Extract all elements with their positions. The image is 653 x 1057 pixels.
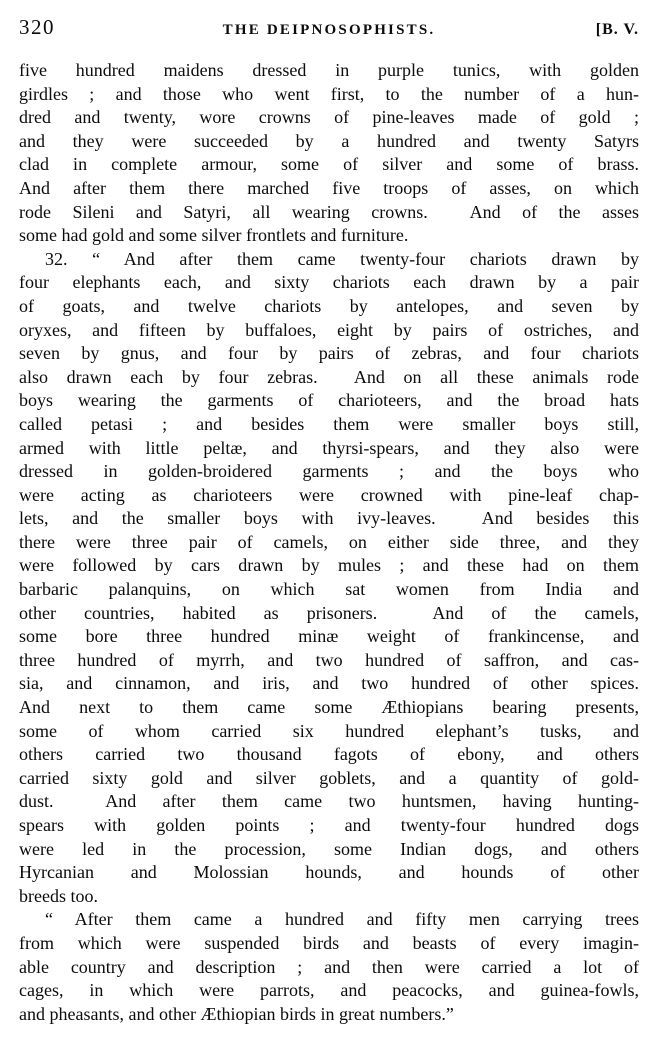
text-line: others carried two thousand fagots of ebony, and others [19,744,639,765]
text-line: of goats, and twelve chariots by antelopes, and seven by [19,295,639,316]
text-line: lets, and the smaller boys with ivy-leaves. And besides this [19,508,639,529]
text-line: girdles ; and those who went first, to the number of a hun- [19,83,639,104]
text-line: boys wearing the garments of charioteers, and the broad hats [19,390,639,411]
text-line: breeds too. [19,885,98,906]
text-line: four elephants each, and sixty chariots each drawn by a pair [19,272,639,293]
page-number: 320 [19,15,55,39]
text-line: some bore three hundred minæ weight of frankincense, and [19,626,639,647]
paragraph [19,908,639,1026]
text-line: five hundred maidens dressed in purple tunics, with golden [19,60,639,80]
text-line: carried sixty gold and silver goblets, and a quantity of gold- [19,767,639,788]
text-line: sia, and cinnamon, and iris, and two hundred of other spices. [19,673,639,694]
text-line: called petasi ; and besides them were smaller boys still, [19,413,639,434]
text-line: “ After them came a hundred and fifty men carrying trees [45,909,639,930]
text-line: there were three pair of camels, on either side three, and they [19,531,639,552]
text-line: 32. “ And after them came twenty-four chariots drawn by [45,248,639,269]
paragraph [19,59,639,248]
text-line: and pheasants, and other Æthiopian birds in great numbers.” [19,1003,454,1024]
text-line: other countries, habited as prisoners. And of the camels, [19,602,639,623]
text-line: And next to them came some Æthiopians bearing presents, [19,697,639,718]
text-line: were acting as charioteers were crowned with pine-leaf chap- [19,484,639,505]
text-line: armed with little peltæ, and thyrsi-spears, and they also were [19,437,639,458]
book-reference: [B. V. [595,21,639,38]
text-line: dressed in golden-broidered garments ; and the boys who [19,461,639,482]
text-line: barbaric palanquins, on which sat women from India and [19,579,639,600]
text-line: clad in complete armour, some of silver and some of brass. [19,154,639,175]
text-line: Hyrcanian and Molossian hounds, and hounds of other [19,862,639,883]
running-title: THE DEIPNOSOPHISTS. [222,22,436,38]
page-header [19,15,639,40]
text-line: seven by gnus, and four by pairs of zebras, and four chariots [19,343,639,364]
text-line: rode Sileni and Satyri, all wearing crowns. And of the asses [19,201,639,222]
text-line: were led in the procession, some Indian dogs, and others [19,838,639,859]
text-line: were followed by cars drawn by mules ; and these had on them [19,555,639,576]
text-line: dust. And after them came two huntsmen, having hunting- [19,791,639,812]
text-line: also drawn each by four zebras. And on all these animals rode [19,366,639,387]
text-line: able country and description ; and then were carried a lot of [19,956,639,977]
text-line: from which were suspended birds and beasts of every imagin- [19,932,639,953]
text-line: dred and twenty, wore crowns of pine-leaves made of gold ; [19,107,639,128]
paragraph [19,248,639,909]
text-line: oryxes, and fifteen by buffaloes, eight by pairs of ostriches, and [19,319,639,340]
text-line: some had gold and some silver frontlets and furniture. [19,225,409,246]
text-line: some of whom carried six hundred elephant’s tusks, and [19,720,639,741]
text-line: cages, in which were parrots, and peacocks, and guinea-fowls, [19,980,639,1001]
page-body [19,59,639,1026]
text-line: and they were succeeded by a hundred and twenty Satyrs [19,130,639,151]
text-line: spears with golden points ; and twenty-four hundred dogs [19,815,639,835]
text-line: three hundred of myrrh, and two hundred of saffron, and cas- [19,649,639,670]
text-line: And after them there marched five troops of asses, on which [19,177,639,198]
